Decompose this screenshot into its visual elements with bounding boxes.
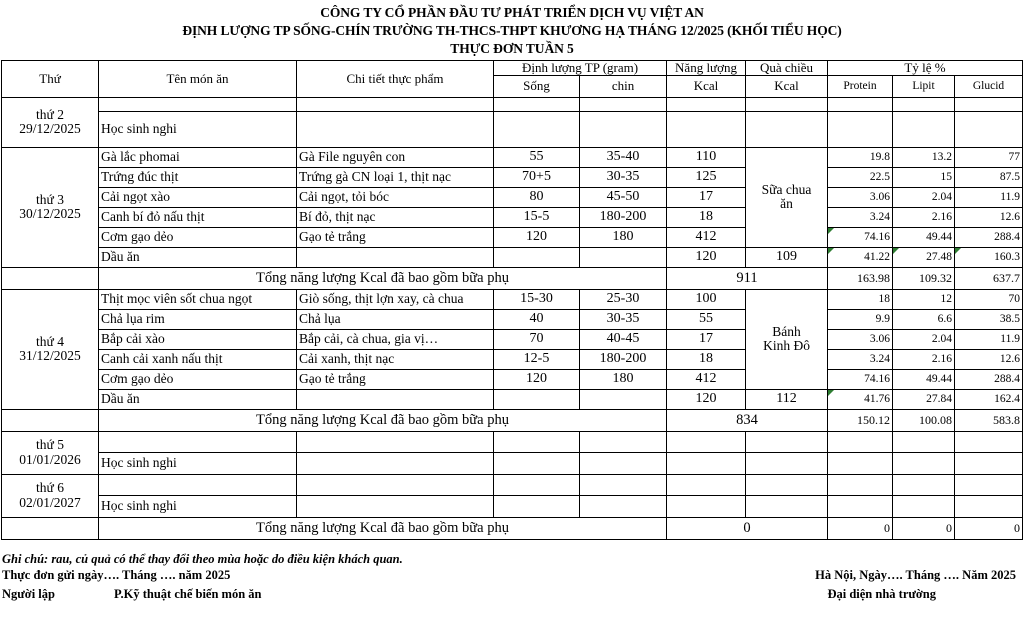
total-row-thu3 xyxy=(2,267,1023,289)
day-cell-thu4 xyxy=(2,289,99,409)
qty-raw: 12-5 xyxy=(494,349,580,369)
dish-detail: Giò sống, thịt lợn xay, cà chua xyxy=(297,289,494,309)
protein-value: 19.8 xyxy=(828,147,893,167)
snack-line-1: Sữa chua xyxy=(761,181,812,197)
energy-kcal: 125 xyxy=(667,167,746,187)
empty-kcal-cell xyxy=(667,495,746,517)
empty-day-cell xyxy=(2,409,99,431)
snack-cell-thu4 xyxy=(746,289,828,389)
final-total-label: Tổng năng lượng Kcal đã bao gồm bữa phụ xyxy=(99,517,667,539)
dish-detail: Bí đỏ, thịt nạc xyxy=(297,207,494,227)
table-row xyxy=(2,329,1023,349)
total-protein: 150.12 xyxy=(828,409,893,431)
lipit-value: 15 xyxy=(893,167,955,187)
day-name: thứ 3 xyxy=(36,191,64,207)
glucid-value: 38.5 xyxy=(955,309,1023,329)
empty-snack-cell xyxy=(746,474,828,495)
table-row xyxy=(2,369,1023,389)
footer-row-dates xyxy=(2,568,1024,587)
qty-raw: 70 xyxy=(494,329,580,349)
dish-name: Canh bí đỏ nấu thịt xyxy=(99,207,297,227)
dish-name: Gà lắc phomai xyxy=(99,147,297,167)
dish-detail: Gạo tẻ trắng xyxy=(297,227,494,247)
dish-detail xyxy=(297,389,494,409)
empty-protein-cell xyxy=(828,495,893,517)
protein-value: 74.16 xyxy=(828,227,893,247)
empty-lipit-cell xyxy=(893,97,955,111)
empty-snack-cell xyxy=(746,495,828,517)
empty-protein-cell xyxy=(828,97,893,111)
empty-detail-cell xyxy=(297,452,494,474)
dish-detail xyxy=(297,247,494,267)
total-kcal: 834 xyxy=(667,409,828,431)
qty-cooked: 180 xyxy=(580,227,667,247)
table-row xyxy=(2,431,1023,452)
qty-cooked: 180-200 xyxy=(580,349,667,369)
empty-lipit-cell xyxy=(893,431,955,452)
qty-raw: 40 xyxy=(494,309,580,329)
dish-detail: Gà File nguyên con xyxy=(297,147,494,167)
company-name: CÔNG TY CỔ PHẦN ĐẦU TƯ PHÁT TRIỂN DỊCH VỤ VIỆT AN xyxy=(320,5,704,20)
empty-snack-cell xyxy=(746,431,828,452)
table-row xyxy=(2,389,1023,409)
day-name: thứ 5 xyxy=(36,437,64,453)
total-lipit: 100.08 xyxy=(893,409,955,431)
protein-value: 41.22 xyxy=(828,247,893,267)
empty-detail-cell xyxy=(297,111,494,147)
col-header-ratio-group: Tỷ lệ % xyxy=(828,61,1023,76)
col-header-detail: Chi tiết thực phẩm xyxy=(297,61,494,98)
qty-raw: 80 xyxy=(494,187,580,207)
rest-notice-thu2: Học sinh nghi xyxy=(99,111,297,147)
dish-detail: Chả lụa xyxy=(297,309,494,329)
week-label: THỰC ĐƠN TUẦN 5 xyxy=(450,41,574,56)
dish-name: Trứng đúc thịt xyxy=(99,167,297,187)
empty-detail-cell xyxy=(297,431,494,452)
protein-value: 41.76 xyxy=(828,389,893,409)
col-header-snack-group: Quà chiều xyxy=(746,61,828,76)
empty-kcal-cell xyxy=(667,474,746,495)
empty-detail-cell xyxy=(297,97,494,111)
empty-snack-cell xyxy=(746,111,828,147)
energy-kcal: 18 xyxy=(667,349,746,369)
empty-raw-cell xyxy=(494,111,580,147)
qty-raw: 15-30 xyxy=(494,289,580,309)
empty-protein-cell xyxy=(828,474,893,495)
col-header-protein: Protein xyxy=(828,75,893,97)
day-date: 29/12/2025 xyxy=(19,121,81,137)
qty-cooked: 30-35 xyxy=(580,309,667,329)
col-header-energy-group: Năng lượng xyxy=(667,61,746,76)
glucid-value: 12.6 xyxy=(955,207,1023,227)
qty-cooked: 30-35 xyxy=(580,167,667,187)
dish-name: Cơm gạo dẻo xyxy=(99,227,297,247)
lipit-value: 2.16 xyxy=(893,349,955,369)
empty-lipit-cell xyxy=(893,474,955,495)
snack-kcal: 109 xyxy=(746,247,828,267)
empty-protein-cell xyxy=(828,452,893,474)
col-header-glucid: Glucid xyxy=(955,75,1023,97)
qty-cooked: 25-30 xyxy=(580,289,667,309)
total-glucid: 583.8 xyxy=(955,409,1023,431)
glucid-value: 87.5 xyxy=(955,167,1023,187)
dish-name: Cơm gạo dẻo xyxy=(99,369,297,389)
empty-protein-cell xyxy=(828,431,893,452)
empty-glucid-cell xyxy=(955,97,1023,111)
final-total-lipit: 0 xyxy=(893,517,955,539)
footer-note: Ghi chú: rau, củ quả có thể thay đổi theo mùa hoặc do điều kiện khách quan. xyxy=(2,551,403,566)
qty-raw: 120 xyxy=(494,227,580,247)
energy-kcal: 412 xyxy=(667,227,746,247)
energy-kcal: 110 xyxy=(667,147,746,167)
menu-table xyxy=(1,60,1023,540)
empty-lipit-cell xyxy=(893,111,955,147)
qty-cooked xyxy=(580,247,667,267)
lipit-value: 2.16 xyxy=(893,207,955,227)
table-row xyxy=(2,349,1023,369)
snack-line-2: Kinh Đô xyxy=(763,338,810,354)
qty-cooked: 35-40 xyxy=(580,147,667,167)
empty-lipit-cell xyxy=(893,452,955,474)
table-row xyxy=(2,167,1023,187)
day-cell-thu2 xyxy=(2,97,99,147)
qty-raw: 55 xyxy=(494,147,580,167)
empty-kcal-cell xyxy=(667,431,746,452)
lipit-value: 49.44 xyxy=(893,369,955,389)
empty-raw-cell xyxy=(494,474,580,495)
dish-name: Dầu ăn xyxy=(99,389,297,409)
lipit-value: 49.44 xyxy=(893,227,955,247)
energy-kcal: 18 xyxy=(667,207,746,227)
col-header-lipit: Lipit xyxy=(893,75,955,97)
table-row xyxy=(2,111,1023,147)
lipit-value: 27.84 xyxy=(893,389,955,409)
final-total-protein: 0 xyxy=(828,517,893,539)
empty-dish-cell xyxy=(99,431,297,452)
document-header xyxy=(0,0,1024,58)
empty-glucid-cell xyxy=(955,495,1023,517)
footer-school-rep: Đại diện nhà trường xyxy=(827,586,936,601)
empty-protein-cell xyxy=(828,111,893,147)
protein-value: 3.24 xyxy=(828,349,893,369)
rest-notice-thu6: Học sinh nghi xyxy=(99,495,297,517)
empty-lipit-cell xyxy=(893,495,955,517)
empty-snack-cell xyxy=(746,97,828,111)
day-name: thứ 6 xyxy=(36,480,64,496)
total-label: Tổng năng lượng Kcal đã bao gồm bữa phụ xyxy=(99,409,667,431)
empty-glucid-cell xyxy=(955,431,1023,452)
dish-name: Dầu ăn xyxy=(99,247,297,267)
day-cell-thu5 xyxy=(2,431,99,474)
protein-value: 9.9 xyxy=(828,309,893,329)
qty-raw: 120 xyxy=(494,369,580,389)
energy-kcal: 55 xyxy=(667,309,746,329)
dish-detail: Bắp cải, cà chua, gia vị… xyxy=(297,329,494,349)
total-kcal: 911 xyxy=(667,267,828,289)
total-lipit: 109.32 xyxy=(893,267,955,289)
total-glucid: 637.7 xyxy=(955,267,1023,289)
day-name: thứ 4 xyxy=(36,333,64,349)
total-row-final xyxy=(2,517,1023,539)
empty-kcal-cell xyxy=(667,452,746,474)
final-total-kcal: 0 xyxy=(667,517,828,539)
empty-cooked-cell xyxy=(580,97,667,111)
empty-cooked-cell xyxy=(580,495,667,517)
lipit-value: 13.2 xyxy=(893,147,955,167)
glucid-value: 160.3 xyxy=(955,247,1023,267)
empty-raw-cell xyxy=(494,97,580,111)
day-date: 30/12/2025 xyxy=(19,206,81,222)
footer-preparer: Người lập xyxy=(2,586,55,601)
table-row xyxy=(2,474,1023,495)
table-row xyxy=(2,452,1023,474)
energy-kcal: 412 xyxy=(667,369,746,389)
qty-raw xyxy=(494,389,580,409)
glucid-value: 288.4 xyxy=(955,369,1023,389)
glucid-value: 77 xyxy=(955,147,1023,167)
glucid-value: 11.9 xyxy=(955,187,1023,207)
document-footer xyxy=(2,550,1024,606)
empty-glucid-cell xyxy=(955,474,1023,495)
qty-cooked: 180 xyxy=(580,369,667,389)
snack-line-2: ăn xyxy=(780,196,793,212)
empty-glucid-cell xyxy=(955,111,1023,147)
empty-raw-cell xyxy=(494,452,580,474)
protein-value: 22.5 xyxy=(828,167,893,187)
col-header-snack-unit: Kcal xyxy=(746,75,828,97)
glucid-value: 288.4 xyxy=(955,227,1023,247)
empty-detail-cell xyxy=(297,495,494,517)
dish-detail: Trứng gà CN loại 1, thịt nạc xyxy=(297,167,494,187)
footer-preparer-dept: P.Kỹ thuật chế biến món ăn xyxy=(114,586,262,601)
day-name: thứ 2 xyxy=(36,106,64,122)
footer-send-date: Thực đơn gửi ngày…. Tháng …. năm 2025 xyxy=(2,567,231,582)
dish-detail: Gạo tẻ trắng xyxy=(297,369,494,389)
snack-cell-thu3 xyxy=(746,147,828,247)
table-header-row-1 xyxy=(2,61,1023,76)
total-row-thu4 xyxy=(2,409,1023,431)
empty-detail-cell xyxy=(297,474,494,495)
total-label: Tổng năng lượng Kcal đã bao gồm bữa phụ xyxy=(99,267,667,289)
qty-raw: 70+5 xyxy=(494,167,580,187)
qty-cooked: 40-45 xyxy=(580,329,667,349)
day-cell-thu6 xyxy=(2,474,99,517)
protein-value: 3.24 xyxy=(828,207,893,227)
qty-raw xyxy=(494,247,580,267)
footer-place-date: Hà Nội, Ngày…. Tháng …. Năm 2025 xyxy=(815,567,1016,582)
glucid-value: 70 xyxy=(955,289,1023,309)
qty-cooked: 45-50 xyxy=(580,187,667,207)
col-header-day: Thứ xyxy=(2,61,99,98)
dish-name: Bắp cải xào xyxy=(99,329,297,349)
protein-value: 18 xyxy=(828,289,893,309)
protein-value: 3.06 xyxy=(828,187,893,207)
lipit-value: 27.48 xyxy=(893,247,955,267)
snack-kcal: 112 xyxy=(746,389,828,409)
day-cell-thu3 xyxy=(2,147,99,267)
empty-snack-cell xyxy=(746,452,828,474)
empty-kcal-cell xyxy=(667,111,746,147)
col-header-quantity-group: Định lượng TP (gram) xyxy=(494,61,667,76)
table-row xyxy=(2,227,1023,247)
energy-kcal: 120 xyxy=(667,389,746,409)
energy-kcal: 120 xyxy=(667,247,746,267)
final-total-glucid: 0 xyxy=(955,517,1023,539)
day-date: 31/12/2025 xyxy=(19,348,81,364)
empty-cooked-cell xyxy=(580,111,667,147)
table-row xyxy=(2,289,1023,309)
dish-detail: Cải ngọt, tỏi bóc xyxy=(297,187,494,207)
dish-name: Cải ngọt xào xyxy=(99,187,297,207)
empty-glucid-cell xyxy=(955,452,1023,474)
empty-day-cell xyxy=(2,517,99,539)
lipit-value: 12 xyxy=(893,289,955,309)
glucid-value: 11.9 xyxy=(955,329,1023,349)
energy-kcal: 17 xyxy=(667,329,746,349)
empty-cooked-cell xyxy=(580,474,667,495)
dish-detail: Cải xanh, thịt nạc xyxy=(297,349,494,369)
qty-cooked: 180-200 xyxy=(580,207,667,227)
day-date: 02/01/2027 xyxy=(19,494,81,510)
empty-raw-cell xyxy=(494,495,580,517)
table-row xyxy=(2,495,1023,517)
qty-raw: 15-5 xyxy=(494,207,580,227)
qty-cooked xyxy=(580,389,667,409)
total-protein: 163.98 xyxy=(828,267,893,289)
empty-cooked-cell xyxy=(580,452,667,474)
energy-kcal: 100 xyxy=(667,289,746,309)
document-subtitle: ĐỊNH LƯỢNG TP SỐNG-CHÍN TRƯỜNG TH-THCS-THPT KHƯƠNG HẠ THÁNG 12/2025 (KHỐI TIỂU HỌC) xyxy=(182,23,842,38)
empty-cooked-cell xyxy=(580,431,667,452)
empty-raw-cell xyxy=(494,431,580,452)
lipit-value: 2.04 xyxy=(893,187,955,207)
protein-value: 74.16 xyxy=(828,369,893,389)
dish-name: Canh cải xanh nấu thịt xyxy=(99,349,297,369)
footer-row-signatures xyxy=(2,587,1024,606)
protein-value: 3.06 xyxy=(828,329,893,349)
lipit-value: 2.04 xyxy=(893,329,955,349)
lipit-value: 6.6 xyxy=(893,309,955,329)
empty-kcal-cell xyxy=(667,97,746,111)
table-row xyxy=(2,309,1023,329)
empty-dish-cell xyxy=(99,474,297,495)
col-header-energy-unit: Kcal xyxy=(667,75,746,97)
empty-day-cell xyxy=(2,267,99,289)
col-header-dish: Tên món ăn xyxy=(99,61,297,98)
col-header-raw: Sống xyxy=(494,75,580,97)
dish-name: Chả lụa rim xyxy=(99,309,297,329)
snack-line-1: Bánh xyxy=(772,323,801,339)
glucid-value: 162.4 xyxy=(955,389,1023,409)
empty-dish-cell xyxy=(99,97,297,111)
table-row xyxy=(2,97,1023,111)
glucid-value: 12.6 xyxy=(955,349,1023,369)
table-row xyxy=(2,247,1023,267)
rest-notice-thu5: Học sinh nghi xyxy=(99,452,297,474)
energy-kcal: 17 xyxy=(667,187,746,207)
table-row xyxy=(2,187,1023,207)
table-row xyxy=(2,147,1023,167)
dish-name: Thịt mọc viên sốt chua ngọt xyxy=(99,289,297,309)
day-date: 01/01/2026 xyxy=(19,451,81,467)
col-header-cooked: chin xyxy=(580,75,667,97)
table-row xyxy=(2,207,1023,227)
